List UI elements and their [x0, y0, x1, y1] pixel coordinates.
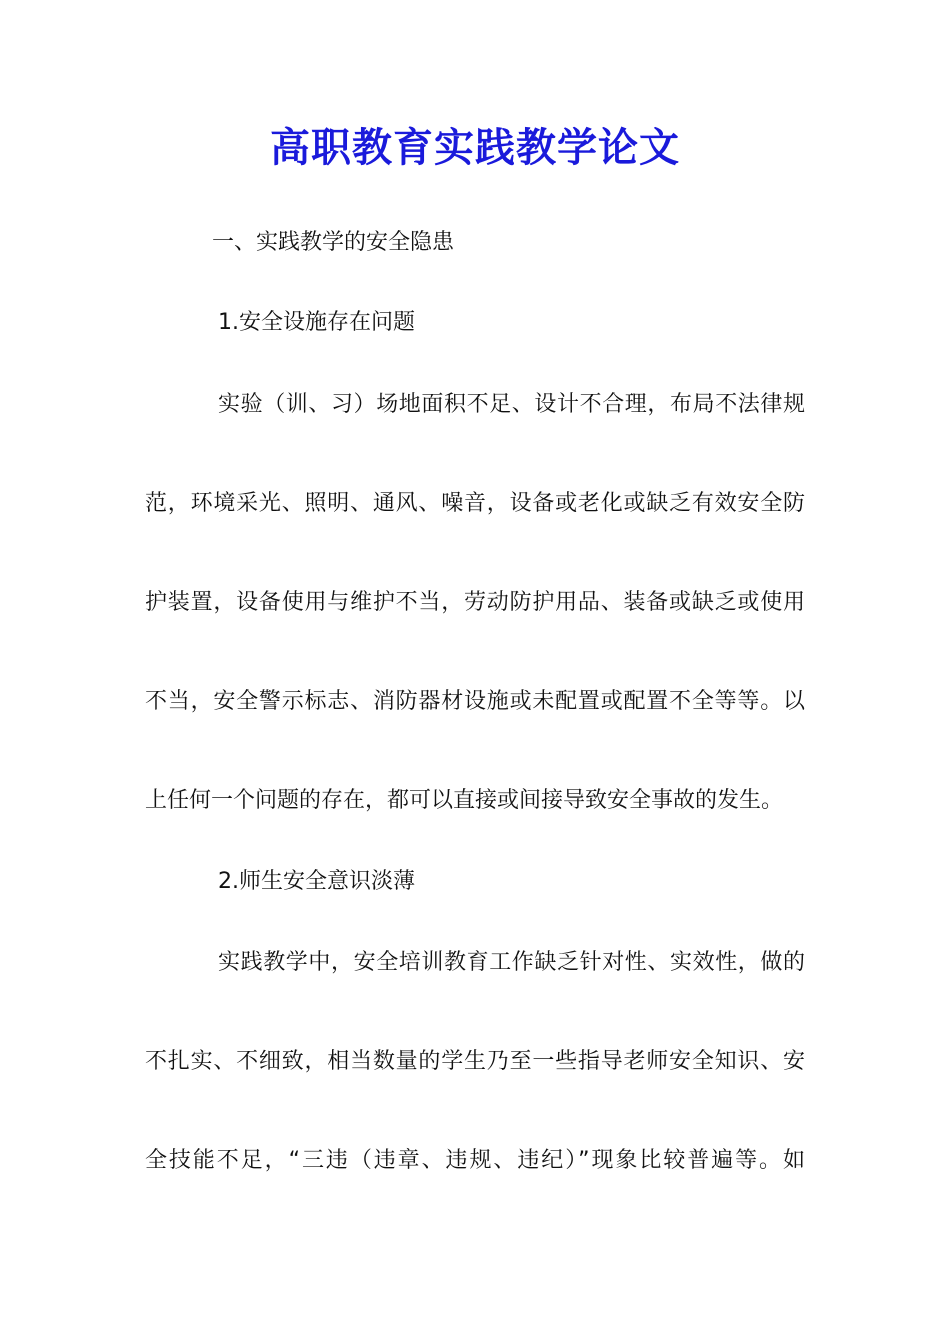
subsection-heading-2: 2.师生安全意识淡薄	[218, 869, 415, 894]
subsection-heading-1: 1.安全设施存在问题	[218, 310, 415, 335]
paragraph-1-line-2: 范，环境采光、照明、通风、噪音，设备或老化或缺乏有效安全防	[145, 491, 805, 516]
document-title: 高职教育实践教学论文	[270, 124, 680, 171]
paragraph-1-line-1: 实验（训、习）场地面积不足、设计不合理，布局不法律规	[218, 392, 805, 417]
paragraph-1-line-4: 不当，安全警示标志、消防器材设施或未配置或配置不全等等。以	[145, 689, 805, 714]
paragraph-1-line-3: 护装置，设备使用与维护不当，劳动防护用品、装备或缺乏或使用	[145, 590, 805, 615]
paragraph-2-line-3: 全技能不足，“三违（违章、违规、违纪）”现象比较普遍等。如	[145, 1148, 805, 1173]
paragraph-2-line-2: 不扎实、不细致，相当数量的学生乃至一些指导老师安全知识、安	[145, 1049, 805, 1074]
paragraph-2-line-1: 实践教学中，安全培训教育工作缺乏针对性、实效性，做的	[218, 950, 805, 975]
paragraph-1-line-5: 上任何一个问题的存在，都可以直接或间接导致安全事故的发生。	[145, 788, 784, 813]
section-heading: 一、实践教学的安全隐患	[212, 230, 455, 255]
